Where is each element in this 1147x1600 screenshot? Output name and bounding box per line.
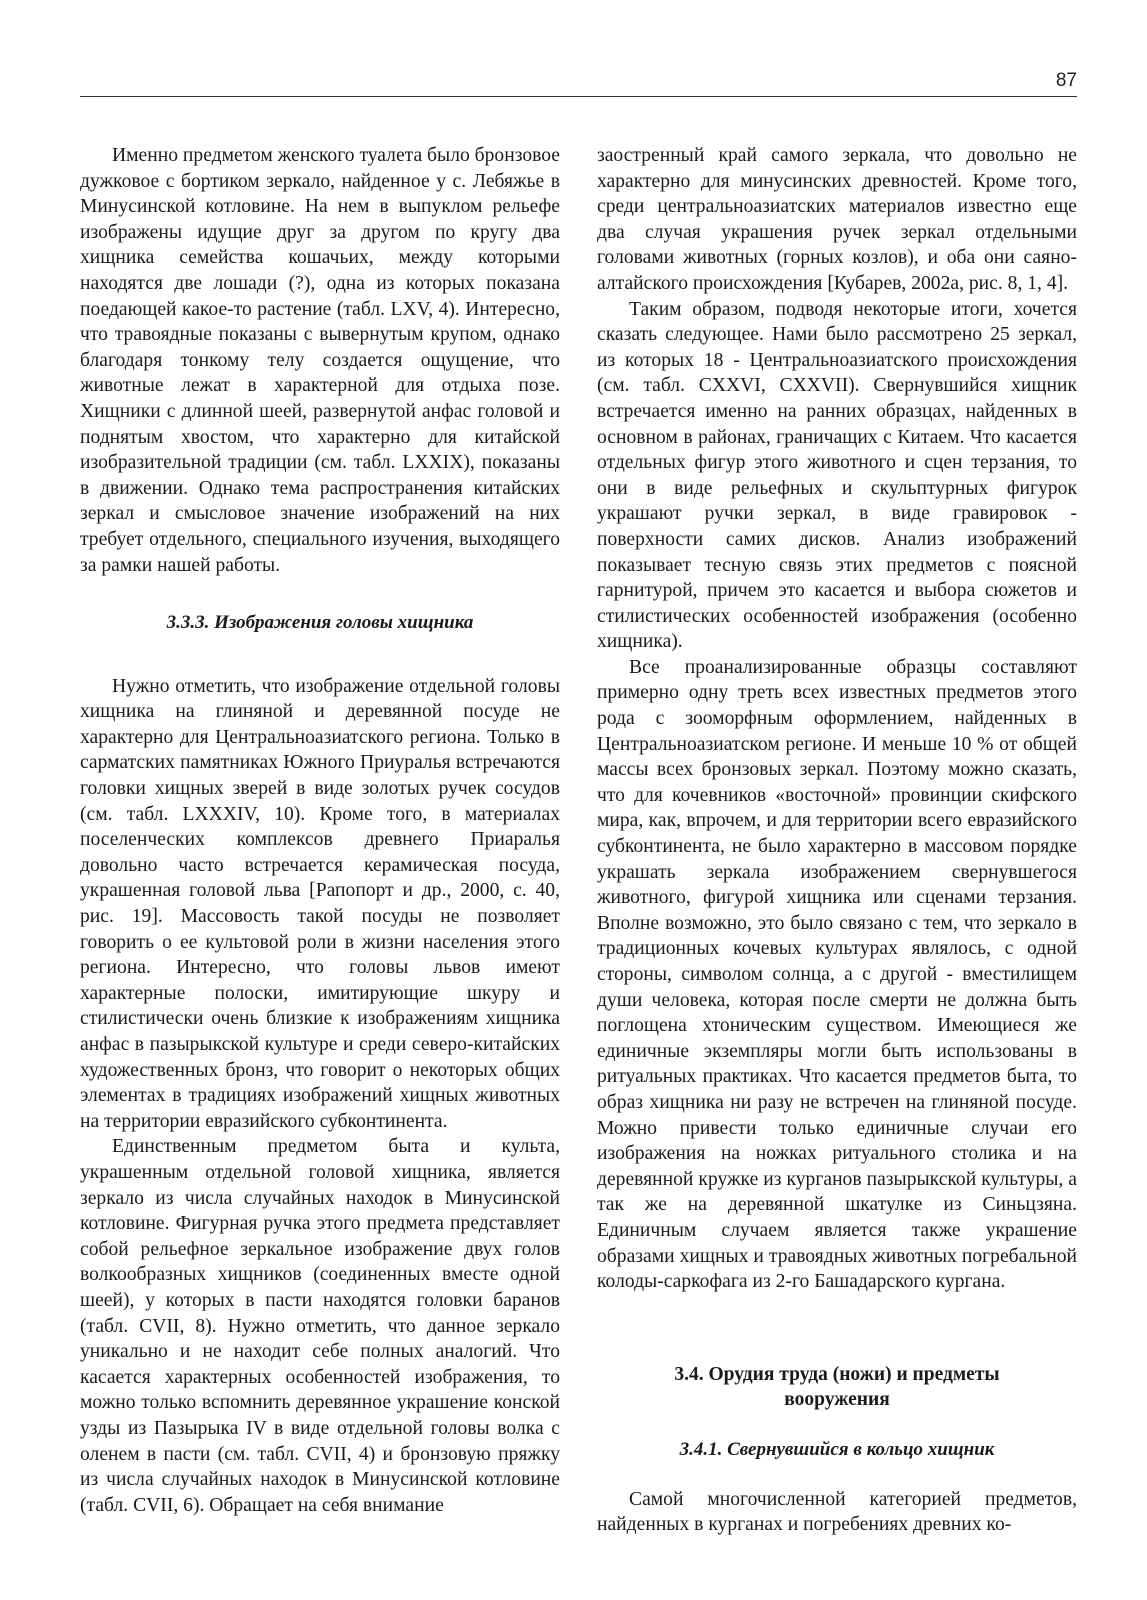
page-number: 87 xyxy=(1055,70,1077,91)
section-heading-line: вооружения xyxy=(784,1389,890,1411)
spacer xyxy=(80,578,560,610)
header-rule xyxy=(80,96,1077,97)
paragraph: Самой многочисленной категорией предметов, найденных в курганах и погребениях древних ко- xyxy=(597,1488,1077,1536)
spacer xyxy=(80,636,560,674)
section-subheading: 3.4.1. Свернувшийся в кольцо хищник xyxy=(679,1438,995,1460)
paragraph: Все проанализированные образцы составляют примерно одну треть всех известных предметов этого рода с зооморфным оформлением, найденных в Центральноазиатском регионе. И меньше 10 % от общей массы всех бронзовых зеркал. Поэтому можно сказать, что для кочевников «восточной» провинции скифского мира, как, впрочем, и для территории всего евразийского субконтинента, не было характерно в массовом порядке украшать зеркала изображением свернувшегося животного, фигурой хищника или сценами терзания. Вполне возможно, это было связано с тем, что зеркало в традиционных кочевых культурах являлось, с одной стороны, символом солнца, а с другой - вместилищем души человека, которая после смерти не должна быть поглощена хтоническим существом. Имеющиеся же единичные экземпляры могли быть использованы в ритуальных практиках. Что касается предметов быта, то образ хищника ни разу не встречен на глиняной посуде. Можно привести только единичные случаи его изображения на ножках ритуального столика и на деревянной кружке из курганов пазырыкской культуры, а так же на деревянной шкатулке из Синьцзяна. Единичным случаем является также украшение образами хищных и травоядных животных погребальной колоды-саркофага из 2-го Башадарского кургана. xyxy=(597,656,1077,1293)
spacer xyxy=(597,1463,1077,1487)
paragraph: Единственным предметом быта и культа, украшенным отдельной головой хищника, является зеркало из числа случайных находок в Минусинской котловине. Фигурная ручка этого предмета представляет собой рельефное зеркальное изображение двух голов волкообразных хищников (соединенных вместе одной шеей), у которых в пасти находятся головки баранов (табл. CVII, 8). Нужно отметить, что данное зеркало уникально и не находит себе полных аналогий. Что касается характерных особенностей изображения, то можно только вспомнить деревянное украшение конской узды из Пазырыка IV в виде отдельной головы волка с оленем в пасти (см. табл. CVII, 4) и бронзовую пряжку из числа случайных находок в Минусинской котловине (табл. CVII, 6). Обращает на себя внимание xyxy=(80,1136,560,1516)
right-column xyxy=(597,143,1077,1538)
section-heading xyxy=(597,1362,1077,1413)
paragraph: Таким образом, подводя некоторые итоги, хочется сказать следующее. Нами было рассмотрено 25 зеркал, из которых 18 - Центральноазиатского происхождения (см. табл. CXXVI, CXXVII). Свернувшийся хищник встречается именно на ранних образцах, найденных в основном в районах, граничащих с Китаем. Что касается отдельных фигур этого животного и сцен терзания, то они в виде рельефных и скульптурных фигурок украшают ручки зеркал, в виде гравировок - поверхности самих дисков. Анализ изображений показывает тесную связь этих предметов с поясной гарнитурой, причем это касается и выбора сюжетов и стилистических особенностей изображения (особенно хищника). xyxy=(597,298,1077,653)
left-column xyxy=(80,143,560,1518)
paragraph: Именно предметом женского туалета было бронзовое дужковое с бортиком зеркало, найденное у с. Лебяжье в Минусинской котловине. На нем в выпуклом рельефе изображены идущие друг за другом по кругу два хищника семейства кошачьих, между которыми находятся две лошади (?), одна из которых показана поедающей какое-то растение (табл. LXV, 4). Интересно, что травоядные показаны с вывернутым крупом, однако благодаря тонкому телу создается ощущение, что животные лежат в характерной для отдыха позе. Хищники с длинной шеей, развернутой анфас головой и поднятым хвостом, что характерно для китайской изобразительной традиции (см. табл. LXXIX), показаны в движении. Однако тема распространения китайских зеркал и смысловое значение изображений на них требует отдельного, специального изучения, выходящего за рамки нашей работы. xyxy=(80,145,560,576)
section-heading-line: 3.4. Орудия труда (ножи) и предметы xyxy=(674,1363,1000,1385)
spacer xyxy=(597,1295,1077,1362)
section-subheading: 3.3.3. Изображения головы хищника xyxy=(166,612,474,634)
paragraph: Нужно отметить, что изображение отдельной головы хищника на глиняной и деревянной посуде не характерно для Центральноазиатского региона. Только в сарматских памятниках Южного Приуралья встречаются головки хищных зверей в виде золотых ручек сосудов (см. табл. LXXXIV, 10). Кроме того, в материалах поселенческих комплексов древнего Приаралья довольно часто встречается керамическая посуда, украшенная головой льва [Рапопорт и др., 2000, с. 40, рис. 19]. Массовость такой посуды не позволяет говорить о ее культовой роли в жизни населения этого региона. Интересно, что головы львов имеют характерные полоски, имитирующие шкуру и стилистически очень близкие к изображениям хищника анфас в пазырыкской культуре и среди северо-китайских художественных бронз, что говорит о некоторых общих элементах в традициях изображений хищных животных на территории евразийского субконтинента. xyxy=(80,675,560,1132)
spacer xyxy=(597,1413,1077,1437)
paragraph: заостренный край самого зеркала, что довольно не характерно для минусинских древностей. Кроме того, среди центральноазиатских материалов известно еще два случая украшения ручек зеркал отдельными головами животных (горных козлов), и оба они саяно-алтайского происхождения [Кубарев, 2002а, рис. 8, 1, 4]. xyxy=(597,145,1077,294)
